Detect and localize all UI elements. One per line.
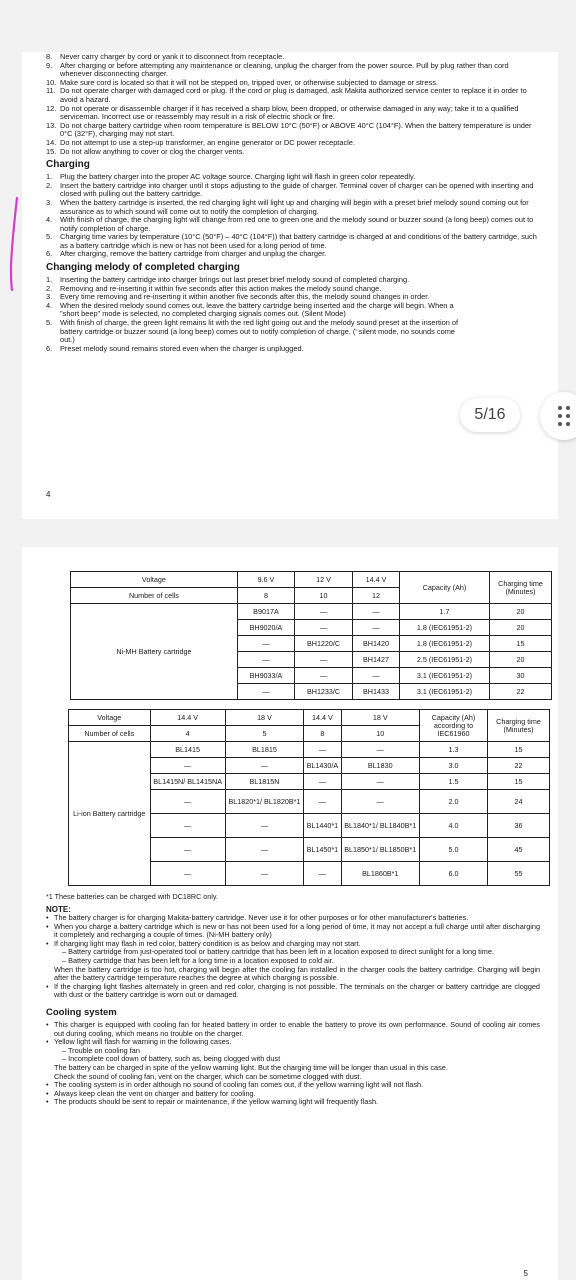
table-cell: — <box>341 790 420 814</box>
table-cell: 15 <box>490 636 552 652</box>
list-number: 15. <box>46 146 57 156</box>
list-item: • When you charge a battery cartridge which is new or has not been used for a long period of time, it may not accept a full charge until after discharging it completely and recharging a couple of times. (Ni-MH battery only) <box>46 923 540 940</box>
list-number: 10. <box>46 77 57 87</box>
cooling-heading: Cooling system <box>46 1006 117 1018</box>
table-header: Capacity (Ah) according to IEC61960 <box>420 710 488 742</box>
table-cell: — <box>352 668 399 684</box>
table-cell: — <box>341 742 420 758</box>
list-item: • If the charging light flashes alternately in green and red color, charging is not possible. The terminals on the charger or battery cartridge are clogged with dust or the battery cartridge is worn out or damaged. <box>46 983 540 1000</box>
table-header: Number of cells <box>69 726 151 742</box>
list-item <box>46 122 540 139</box>
table-cell: 6.0 <box>420 862 488 886</box>
table-cell: BL1430/A <box>304 758 341 774</box>
table-cell: BH1427 <box>352 652 399 668</box>
list-item-text: Insert the battery cartridge into charger until it stops adjusting to the guide of charger. Terminal cover of charger can be opened with inserting and closed with pulling out the battery cartridge. <box>60 180 534 199</box>
list-item-text: Never carry charger by cord or yank it to disconnect from receptacle. <box>60 52 285 61</box>
table-cell: — <box>352 604 399 620</box>
table-cell: BH9020/A <box>237 620 294 636</box>
sub-item: – Battery cartridge that has been left for a long time in a location exposed to cold air. <box>62 955 334 965</box>
table-cell: — <box>295 604 353 620</box>
table-cell: — <box>150 758 225 774</box>
document-page-4 <box>22 52 558 519</box>
list-item <box>46 940 540 983</box>
page-number: 5 <box>523 1269 528 1278</box>
list-item-text: Do not allow anything to cover or clog the charger vents. <box>60 146 245 156</box>
list-number: 6. <box>46 343 53 353</box>
table-cell: B9017A <box>237 604 294 620</box>
table-cell: — <box>225 758 303 774</box>
list-number: 13. <box>46 120 57 130</box>
table-header: Charging time (Minutes) <box>488 710 550 742</box>
table-header: 8 <box>237 588 294 604</box>
table-header: Voltage <box>69 710 151 726</box>
list-item-text: With finish of charge, the green light remains lit with the red light going out and the melody sound preset at the insertion of battery cartridge or buzzer sound (a long beep) comes out to notify completion of charge. (' silent mode, no sounds come out.) <box>60 318 459 345</box>
table-header: 5 <box>225 726 303 742</box>
list-item <box>46 216 540 233</box>
table-cell: — <box>295 652 353 668</box>
list-item-text: After charging, remove the battery cartridge from charger and unplug the charger. <box>60 249 327 259</box>
list-item <box>46 62 540 79</box>
table-cell: — <box>225 862 303 886</box>
list-item-text: Removing and re-inserting it within five seconds after this action makes the melody sound change. <box>60 283 382 293</box>
table-cell: — <box>341 774 420 790</box>
list-item <box>46 148 540 157</box>
list-number: 2. <box>46 180 53 190</box>
table-cell: 55 <box>488 862 550 886</box>
charging-list <box>46 173 540 259</box>
document-page-5 <box>22 547 558 1280</box>
cooling-list <box>46 1021 540 1107</box>
table-header: 12 V <box>295 572 353 588</box>
table-cell: Ni-MH Battery cartridge <box>71 604 238 700</box>
table-cell: 3.0 <box>420 758 488 774</box>
list-item-text: Yellow light will flash for warning in the following cases. <box>54 1037 232 1047</box>
list-number: 6. <box>46 249 53 259</box>
table-cell: BL1860B*1 <box>341 862 420 886</box>
list-item <box>46 182 540 199</box>
list-number: 9. <box>46 60 53 70</box>
list-number: 2. <box>46 283 53 293</box>
list-item-text: Charging time varies by temperature (10°C (50°F) – 40°C (104°F)) that battery cartridge is charged at and conditions of the battery cartridge, such as a battery cartridge which is new or has not been used for a long period of time. <box>60 232 537 250</box>
safety-list <box>46 53 540 156</box>
list-item <box>46 87 540 104</box>
table-cell: 45 <box>488 838 550 862</box>
sub-item: – Trouble on cooling fan <box>62 1045 140 1055</box>
list-number: 1. <box>46 275 53 285</box>
table-cell: 1.8 (IEC61951-2) <box>400 620 490 636</box>
table-header: 14.4 V <box>150 710 225 726</box>
table-cell: 3.1 (IEC61951-2) <box>400 668 490 684</box>
table-row <box>69 742 550 758</box>
highlighter-mark <box>8 196 20 292</box>
table-cell: BL1415 <box>150 742 225 758</box>
list-number: 5. <box>46 232 53 242</box>
table-cell: 20 <box>490 652 552 668</box>
table-cell: — <box>304 790 341 814</box>
table-header: 10 <box>341 726 420 742</box>
list-item-text: Every time removing and re-inserting it within another five seconds after this, the melody sound changes in order. <box>60 292 430 302</box>
table-header: Voltage <box>71 572 238 588</box>
table-cell: BL1440*1 <box>304 814 341 838</box>
list-item <box>46 233 540 250</box>
table-cell: 24 <box>488 790 550 814</box>
table-cell: BL1450*1 <box>304 838 341 862</box>
table-row <box>71 604 552 620</box>
list-item: • Always keep clean the vent on charger and battery for cooling. <box>46 1090 540 1099</box>
table-header: 14.4 V <box>352 572 399 588</box>
table-cell: 20 <box>490 620 552 636</box>
table-cell: — <box>225 814 303 838</box>
list-number: 3. <box>46 292 53 302</box>
table-header: Capacity (Ah) <box>400 572 490 604</box>
list-item-text: Make sure cord is located so that it will not be stepped on, tripped over, or otherwise subjected to damage or stress. <box>60 77 438 87</box>
sub-item: – Incomplete cool down of battery, such as, being clogged with dust <box>62 1054 281 1064</box>
table-cell: 15 <box>488 742 550 758</box>
melody-heading: Changing melody of completed charging <box>46 262 240 274</box>
liion-table <box>68 709 550 886</box>
table-header: 8 <box>304 726 341 742</box>
note-heading: NOTE: <box>46 905 71 914</box>
list-item <box>46 1038 540 1081</box>
table-cell: 20 <box>490 604 552 620</box>
list-item-text: Preset melody sound remains stored even when the charger is unplugged. <box>60 343 304 353</box>
table-cell: — <box>237 684 294 700</box>
list-item-text: Plug the battery charger into the proper AC voltage source. Charging light will flash in green color repeatedly. <box>60 172 416 182</box>
notes-list <box>46 914 540 1000</box>
table-cell: 15 <box>488 774 550 790</box>
table-cell: — <box>237 652 294 668</box>
list-number: 5. <box>46 318 53 328</box>
list-item <box>46 199 540 216</box>
list-item-text: With finish of charge, the charging light will change from red one to green one and the melody sound or buzzer sound (a long beep) comes out to notify completion of charge. <box>60 215 534 233</box>
table-cell: — <box>295 668 353 684</box>
list-item-text: Do not attempt to use a step-up transformer, an engine generator or DC power receptacle. <box>60 137 355 147</box>
list-item: • The products should be sent to repair or maintenance, if the yellow warning light will frequently flash. <box>46 1098 540 1107</box>
table-cell: BH9033/A <box>237 668 294 684</box>
list-number: 14. <box>46 137 57 147</box>
list-item-text: If charging light may flash in red color, battery condition is as below and charging may not start. <box>54 938 361 948</box>
table-cell: 22 <box>490 684 552 700</box>
table-cell: — <box>304 774 341 790</box>
list-item-text: Inserting the battery cartridge into charger brings out last preset brief melody sound of completed charging. <box>60 275 410 285</box>
table-header: 9.6 V <box>237 572 294 588</box>
table-cell: 2.5 (IEC61951-2) <box>400 652 490 668</box>
table-header: 4 <box>150 726 225 742</box>
table-cell: — <box>225 838 303 862</box>
list-item: • The battery charger is for charging Makita-battery cartridge. Never use it for other purposes or for other manufacturer's batteries. <box>46 914 540 923</box>
list-number: 4. <box>46 300 53 310</box>
list-number: 1. <box>46 172 53 182</box>
table-cell: BH1433 <box>352 684 399 700</box>
list-item-text: Do not charge battery cartridge when room temperature is BELOW 10°C (50°F) or ABOVE 40°C (104°F). When the battery temperature is under 0°C (32°F), charging may not start. <box>60 120 532 139</box>
page-indicator[interactable]: 5/16 <box>460 398 520 432</box>
sub-item: When the battery cartridge is too hot, charging will begin after the cooling fan installed in the charger cools the battery cartridge. Charging will begin after the battery cartridge temperature reaches the degree at which charging is possible. <box>54 964 540 983</box>
table-cell: 5.0 <box>420 838 488 862</box>
list-item-text: Do not operate or disassemble charger if it has received a sharp blow, been dropped, or otherwise damaged in any way; take it to a qualified serviceman. Incorrect use or reassembly may result in a risk of electric shock or fire. <box>60 103 519 122</box>
list-number: 11. <box>46 86 56 96</box>
nimh-table <box>70 571 552 700</box>
list-item-text: After charging or before attempting any maintenance or cleaning, unplug the charger from the power source. Pull by plug rather than cord whenever disconnecting charger. <box>60 60 509 79</box>
table-header: 12 <box>352 588 399 604</box>
table-cell: BL1850*1/ BL1850B*1 <box>341 838 420 862</box>
list-item <box>46 345 470 354</box>
table-cell: — <box>150 862 225 886</box>
list-item <box>46 105 540 122</box>
table-cell: — <box>237 636 294 652</box>
table-header: 10 <box>295 588 353 604</box>
sub-item: – Battery cartridge from just-operated tool or battery cartridge that has been left in a location exposed to direct sunlight for a long time. <box>62 947 494 957</box>
list-item <box>46 250 540 259</box>
table-cell: 1.7 <box>400 604 490 620</box>
table-cell: BL1830 <box>341 758 420 774</box>
list-item <box>46 302 470 319</box>
table-cell: BL1815N <box>225 774 303 790</box>
list-number: 4. <box>46 215 53 225</box>
table-cell: BH1420 <box>352 636 399 652</box>
table-cell: BL1820*1/ BL1820B*1 <box>225 790 303 814</box>
table-cell: — <box>352 620 399 636</box>
charging-heading: Charging <box>46 159 90 171</box>
table-cell: — <box>295 620 353 636</box>
table-cell: BL1415N/ BL1415NA <box>150 774 225 790</box>
table-cell: Li-ion Battery cartridge <box>69 742 151 886</box>
list-item-text: Do not operate charger with damaged cord or plug. If the cord or plug is damaged, ask Makita authorized service center to replace it in order to avoid a hazard. <box>60 86 527 104</box>
table-header: Charging time (Minutes) <box>490 572 552 604</box>
table-cell: BL1840*1/ BL1840B*1 <box>341 814 420 838</box>
page-number: 4 <box>46 490 51 499</box>
table-cell: — <box>304 862 341 886</box>
table-header: Number of cells <box>71 588 238 604</box>
list-item <box>46 319 470 345</box>
table-cell: — <box>150 838 225 862</box>
table-cell: 3.1 (IEC61951-2) <box>400 684 490 700</box>
list-number: 8. <box>46 52 53 61</box>
list-item: • The cooling system is in order although no sound of cooling fan comes out, if the yellow warning light will not flash. <box>46 1081 540 1090</box>
list-item: • This charger is equipped with cooling fan for heated battery in order to enable the battery to prove its own performance. Sound of cooling air comes out during cooling, which means no trouble on the charger. <box>46 1021 540 1038</box>
table-header: 14.4 V <box>304 710 341 726</box>
list-item-text: When the battery cartridge is inserted, the red charging light will light up and charging will begin with a preset brief melody sound coming out for assurance as to which sound will come out to notify the completion of charging. <box>60 197 529 216</box>
table-cell: — <box>150 790 225 814</box>
table-cell: 1.8 (IEC61951-2) <box>400 636 490 652</box>
table-cell: 1.3 <box>420 742 488 758</box>
table-cell: 1.5 <box>420 774 488 790</box>
table-header: 18 V <box>341 710 420 726</box>
table-cell: 36 <box>488 814 550 838</box>
table-cell: 2.0 <box>420 790 488 814</box>
table-cell: BH1220/C <box>295 636 353 652</box>
table-cell: 4.0 <box>420 814 488 838</box>
sub-item: The battery can be charged in spite of the yellow warning light. But the charging time will be longer than usual in this case. <box>54 1062 448 1072</box>
melody-list <box>46 276 540 353</box>
table-cell: — <box>304 742 341 758</box>
table-cell: BH1233/C <box>295 684 353 700</box>
list-item-text: When the desired melody sound comes out, leave the battery cartridge being inserted and the charge will begin. When a "short beep" mode is selected, no completed charging signals comes out. (Silent Mode) <box>60 300 454 319</box>
table-cell: — <box>150 814 225 838</box>
table-cell: 22 <box>488 758 550 774</box>
table-header: 18 V <box>225 710 303 726</box>
footnote: *1 These batteries can be charged with DC18RC only. <box>46 892 218 901</box>
list-number: 12. <box>46 103 57 113</box>
list-number: 3. <box>46 197 53 207</box>
table-cell: 30 <box>490 668 552 684</box>
table-cell: BL1815 <box>225 742 303 758</box>
sub-item: Check the sound of cooling fan, vent on the charger, which can be sometime clogged with dust. <box>54 1071 362 1081</box>
